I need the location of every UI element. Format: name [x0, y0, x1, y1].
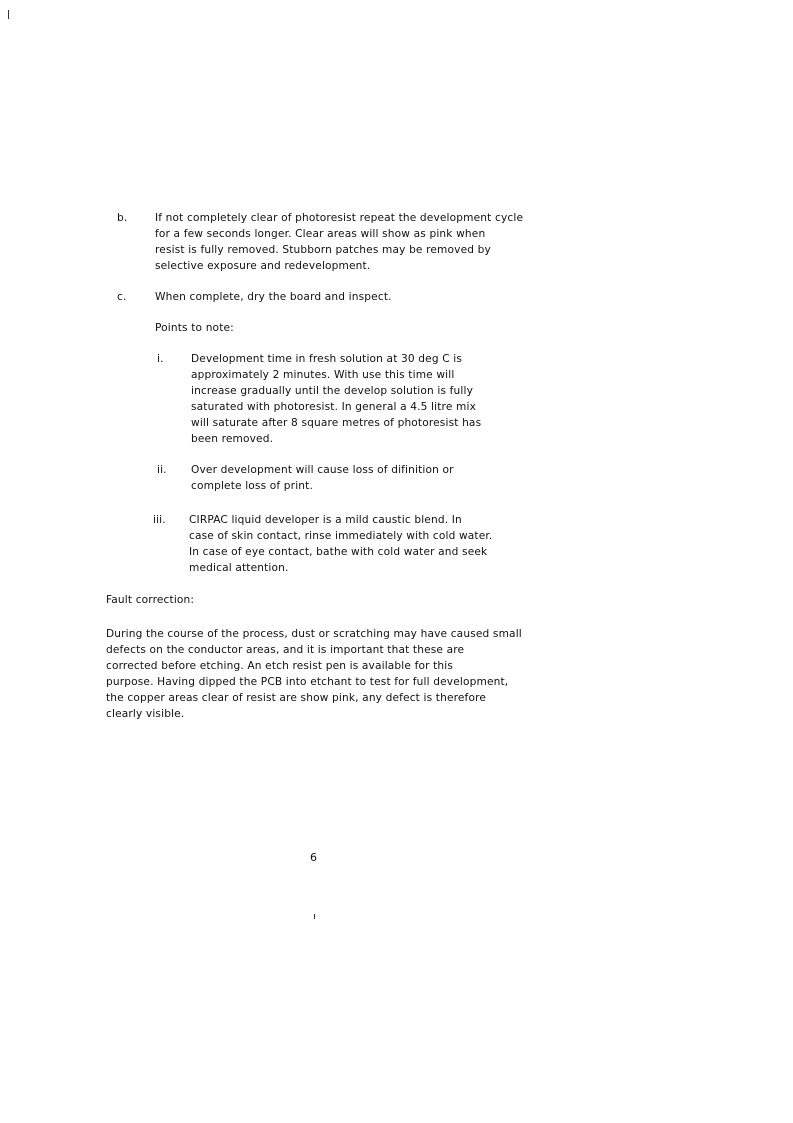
- fault-line-4: purpose. Having dipped the PCB into etchant to test for full development,: [106, 676, 509, 688]
- point-i-marker: i.: [157, 353, 164, 365]
- point-iii-line-2: case of skin contact, rinse immediately with cold water.: [189, 530, 493, 542]
- point-ii-line-1: Over development will cause loss of difinition or: [191, 464, 454, 476]
- item-c-marker: c.: [117, 291, 127, 303]
- point-i-line-4: saturated with photoresist. In general a 4.5 litre mix: [191, 401, 476, 413]
- item-b-line-3: resist is fully removed. Stubborn patches may be removed by: [155, 244, 491, 256]
- point-i-line-5: will saturate after 8 square metres of photoresist has: [191, 417, 482, 429]
- point-ii-marker: ii.: [157, 464, 167, 476]
- page-number: 6: [310, 851, 317, 864]
- fault-line-3: corrected before etching. An etch resist pen is available for this: [106, 660, 454, 672]
- point-iii-line-3: In case of eye contact, bathe with cold water and seek: [189, 546, 488, 558]
- fault-line-2: defects on the conductor areas, and it is important that these are: [106, 644, 465, 656]
- scan-mark-top-left: [8, 10, 9, 19]
- point-i-line-6: been removed.: [191, 433, 274, 445]
- point-i-line-3: increase gradually until the develop solution is fully: [191, 385, 474, 397]
- fault-heading: Fault correction:: [106, 594, 195, 606]
- point-i-line-1: Development time in fresh solution at 30 deg C is: [191, 353, 463, 365]
- item-c-line-1: When complete, dry the board and inspect.: [155, 291, 392, 303]
- point-iii-marker: iii.: [153, 514, 166, 526]
- item-b-line-2: for a few seconds longer. Clear areas will show as pink when: [155, 228, 486, 240]
- fault-line-1: During the course of the process, dust or scratching may have caused small: [106, 628, 522, 640]
- point-iii-line-4: medical attention.: [189, 562, 289, 574]
- item-b-marker: b.: [117, 212, 128, 224]
- point-ii-line-2: complete loss of print.: [191, 480, 313, 492]
- item-b-line-4: selective exposure and redevelopment.: [155, 260, 371, 272]
- fault-line-6: clearly visible.: [106, 708, 185, 720]
- point-iii-line-1: CIRPAC liquid developer is a mild caustic blend. In: [189, 514, 462, 526]
- fault-line-5: the copper areas clear of resist are show pink, any defect is therefore: [106, 692, 487, 704]
- point-i-line-2: approximately 2 minutes. With use this time will: [191, 369, 455, 381]
- item-b-line-1: If not completely clear of photoresist repeat the development cycle: [155, 212, 524, 224]
- scan-mark-bottom: [314, 914, 315, 919]
- points-heading: Points to note:: [155, 322, 234, 334]
